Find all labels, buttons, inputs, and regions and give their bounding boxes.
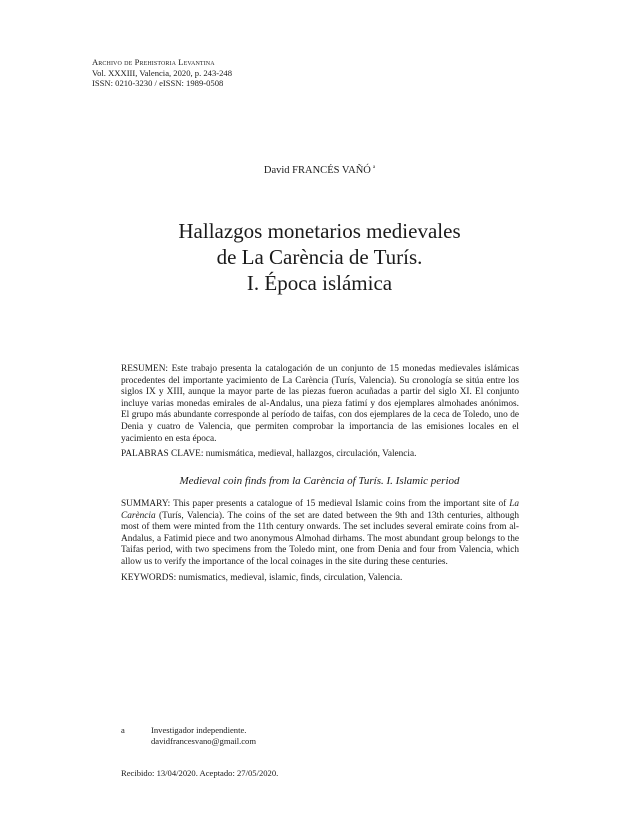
footnote-email: davidfrancesvano@gmail.com	[151, 736, 257, 747]
journal-issn: ISSN: 0210-3230 / eISSN: 1989-0508	[92, 78, 224, 89]
summary-label: SUMMARY:	[121, 499, 171, 509]
keywords-text: numismatics, medieval, islamic, finds, circulation, Valencia.	[178, 572, 403, 583]
author-footnote	[121, 725, 256, 748]
resumen-label: RESUMEN:	[121, 364, 169, 374]
summary-site-name: La Carència	[121, 499, 520, 521]
author-name: David FRANCÉS VAÑÓ	[263, 165, 371, 176]
received-accepted-dates: Recibido: 13/04/2020. Aceptado: 27/05/2020.	[121, 768, 279, 778]
spanish-abstract	[121, 364, 519, 461]
author-affiliation-mark: a	[372, 165, 376, 170]
resumen-text: Este trabajo presenta la catalogación de un conjunto de 15 monedas medievales islámicas procedentes del importante yacimiento de La Carència (Turís, Valencia). Su cronología se sitúa entre los siglos IX y XIII, aunque la mayor parte de las piezas fueron acuñadas a partir del siglo XI. El conjunto incluye varias monedas emirales de al-Andalus, una pieza fatimí y dos ejemplares almohades anónimos. El grupo más abundante corresponde al período de taifas, con dos ejemplares de la ceca de Toledo, uno de Denia y cuatro de Valencia, que permiten comprobar la importancia de las emisiones locales en el yacimiento en esta época.	[121, 364, 519, 444]
palabras-clave-text: numismática, medieval, hallazgos, circulación, Valencia.	[205, 449, 417, 460]
journal-volume: Vol. XXXIII, Valencia, 2020, p. 243-248	[92, 67, 233, 78]
author-line	[0, 165, 639, 176]
palabras-clave-label: PALABRAS CLAVE:	[121, 449, 204, 460]
palabras-clave-paragraph	[121, 449, 519, 461]
english-title: Medieval coin finds from la Carència of Turís. I. Islamic period	[179, 475, 460, 487]
footnote-affiliation: Investigador independiente.	[151, 725, 247, 735]
title-line-3: I. Época islámica	[246, 271, 393, 295]
english-summary	[121, 499, 519, 584]
article-title	[0, 218, 639, 296]
keywords-paragraph	[121, 573, 519, 585]
summary-text-after: (Turís, Valencia). The coins of the set are dated between the 9th and 13th centuries, although most of them were minted from the 11th century onwards. The set includes several emirate coins from al-Andalus, a Fatimid piece and two anonymous Almohad dirhams. The most abundant group belongs to the Taifas period, with two specimens from the Toledo mint, one from Denia and four from Valencia, which allow us to verify the importance of the local coinages in the site during these centuries.	[121, 510, 520, 567]
resumen-paragraph	[121, 364, 519, 445]
summary-text-before: This paper presents a catalogue of 15 medieval Islamic coins from the important site of	[173, 499, 507, 509]
journal-name: Archivo de Prehistoria Levantina	[92, 57, 215, 67]
summary-paragraph	[121, 499, 519, 569]
journal-header	[92, 57, 232, 89]
title-line-2: de La Carència de Turís.	[216, 245, 423, 269]
keywords-label: KEYWORDS:	[121, 572, 177, 583]
title-line-1: Hallazgos monetarios medievales	[178, 219, 461, 243]
footnote-mark: a	[121, 725, 125, 735]
